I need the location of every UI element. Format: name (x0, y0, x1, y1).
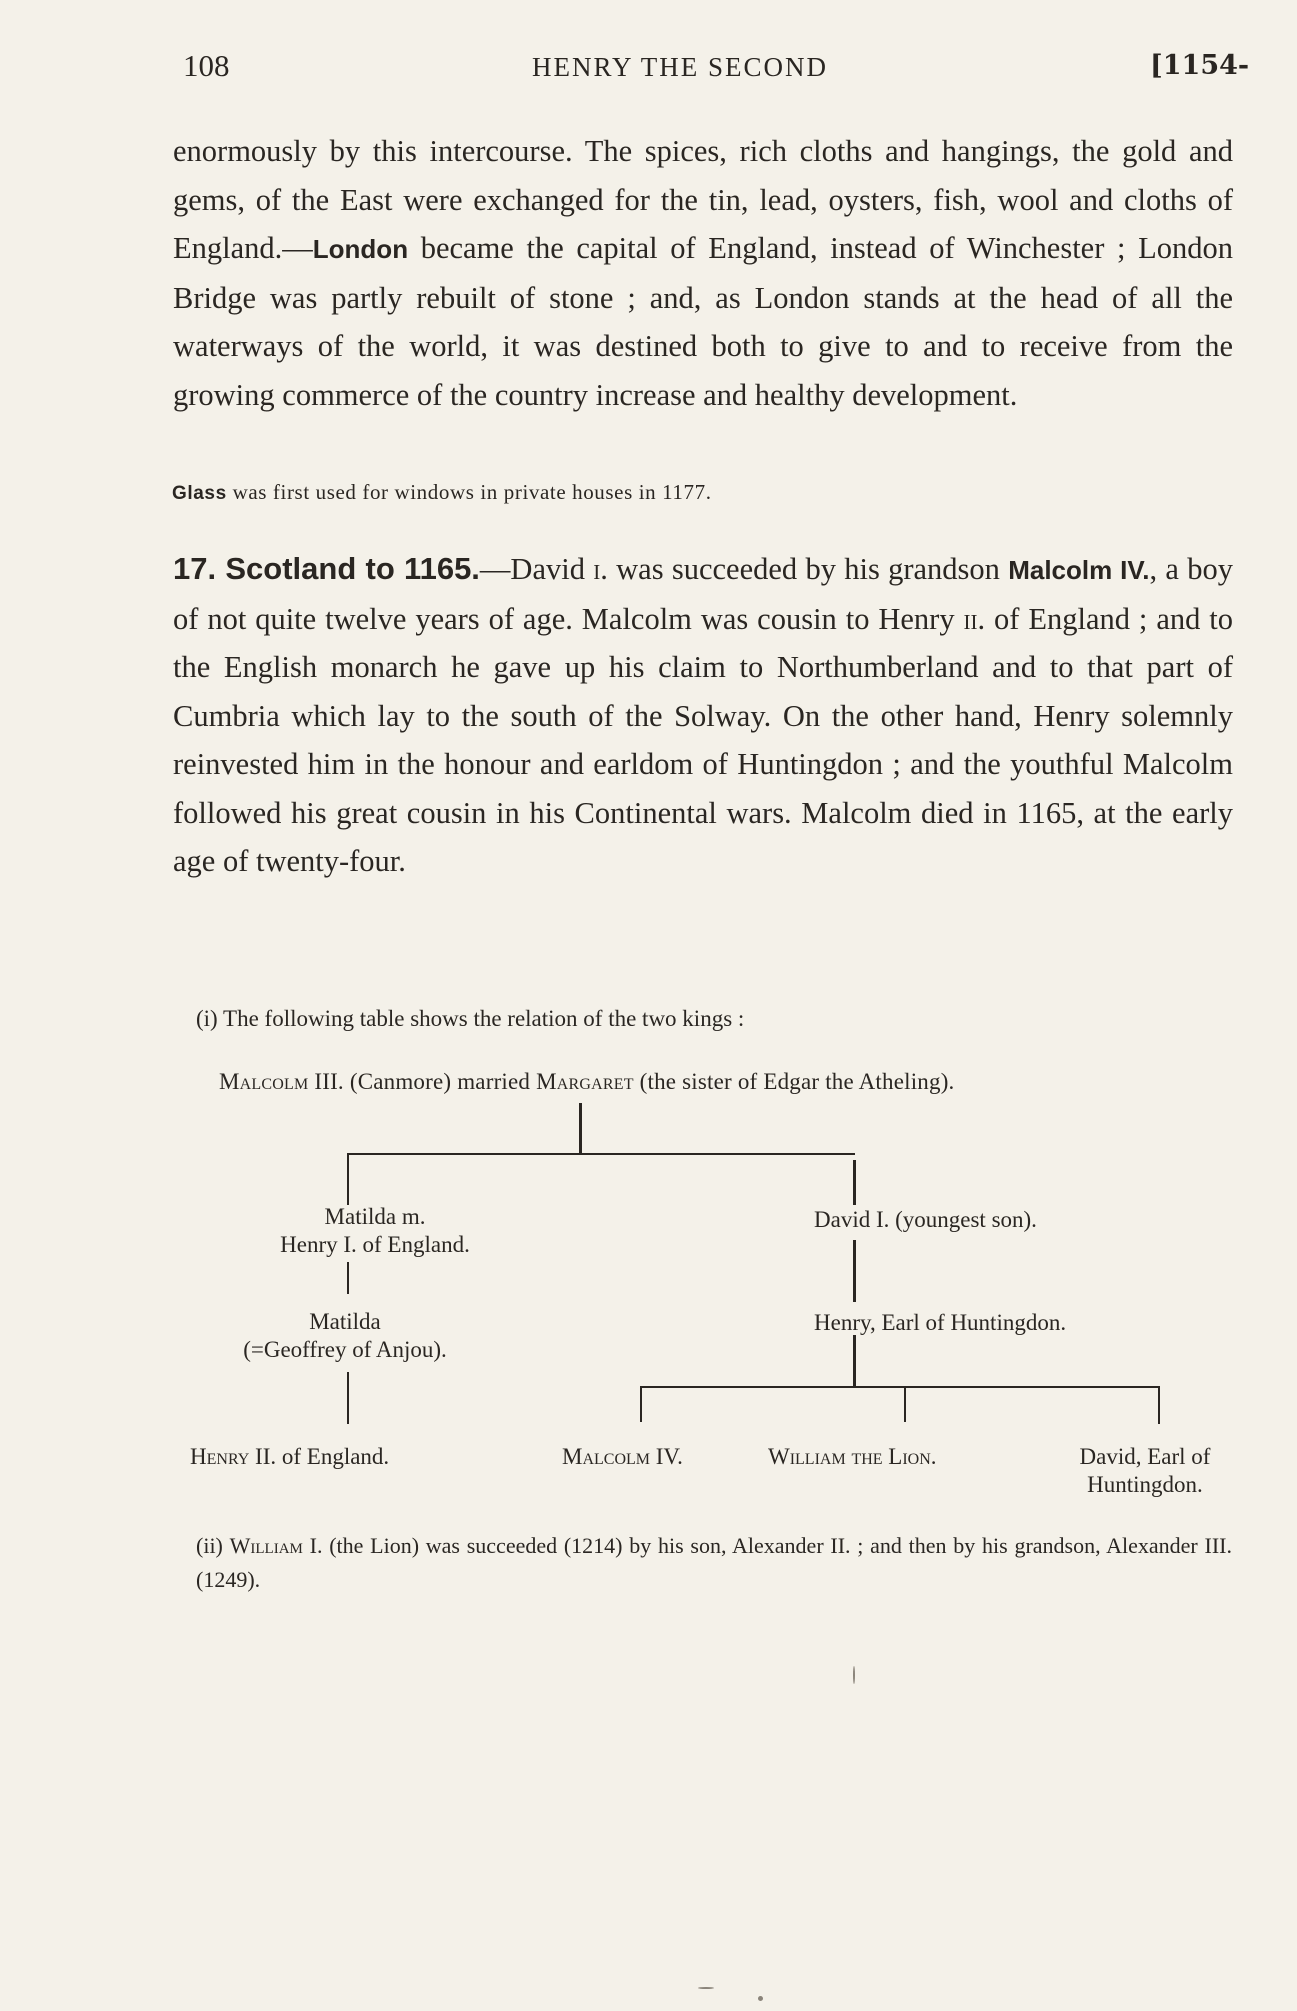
tree-line-top-bar (347, 1153, 855, 1155)
matilda-geoffrey-node (198, 1308, 492, 1364)
malcolm-bold-term: Malcolm IV. (1008, 555, 1150, 585)
tree-line-william-drop (904, 1388, 906, 1422)
glass-note (172, 480, 712, 505)
tree-line-david-earl-drop (1158, 1388, 1160, 1424)
london-bold-term: London (312, 234, 409, 264)
year-range: [1154- (1150, 50, 1250, 81)
succession-note-text: I. (the Lion) was succeeded (1214) by his son, Alexander II. ; and then by his grandson, Alexander III. (1249). (196, 1533, 1232, 1592)
tree-line-david-drop (853, 1240, 856, 1302)
david-ordinal: i. (593, 552, 608, 586)
margaret-name: Margaret (536, 1069, 634, 1094)
malcolm-iv-name: Malcolm (562, 1444, 651, 1469)
matilda-geoffrey-line2: (=Geoffrey of Anjou). (243, 1337, 447, 1362)
tree-line-matilda2-drop (347, 1372, 349, 1424)
page-speck (853, 1666, 855, 1684)
running-title: HENRY THE SECOND (532, 52, 829, 82)
section-text-d: of England ; and to the English monarch he gave up his claim to Northumberland and to that part of Cumbria which lay to the south of the Solway. On the other hand, Henry solemnly reinvested him in the honour and earldom of Huntingdon ; and the youthful Malcolm followed his great cousin in his Continental wars. Malcolm died in 1165, at the early age of twenty-four. (173, 601, 1233, 878)
malcolm-iv-rest: IV. (650, 1444, 683, 1469)
henry-ordinal: ii. (963, 601, 986, 636)
david-earl-line1: David, Earl of (1079, 1444, 1211, 1469)
matilda-geoffrey-line1: Matilda (309, 1309, 381, 1334)
page-speck (758, 1996, 763, 2001)
malcolm-iii-name: Malcolm (219, 1069, 309, 1094)
henry-ii-node (190, 1443, 389, 1471)
tree-line-children-bar (640, 1386, 1160, 1388)
glass-note-lead: Glass (172, 483, 227, 504)
tree-line-top-stem (579, 1103, 582, 1155)
section-text-a: —David (479, 552, 594, 586)
succession-note (196, 1529, 1232, 1597)
matilda-henry-i-line2: Henry I. of England. (280, 1232, 470, 1257)
david-earl-node (1048, 1443, 1242, 1499)
henry-earl-node: Henry, Earl of Huntingdon. (814, 1310, 1067, 1335)
tree-line-henry-earl-drop (853, 1335, 856, 1387)
henry-ii-name: Henry (190, 1444, 250, 1469)
page-speck (698, 1987, 714, 1989)
tree-line-matilda-drop (347, 1262, 349, 1294)
william-lion-node: William the Lion. (768, 1444, 937, 1469)
paragraph-commerce-text-a: enormously by this intercourse. The spices, rich cloths and hangings, the gold and gems, of the East were exchanged for the tin, lead, oysters, fish, wool and cloths of England.— (173, 134, 1233, 265)
david-i-node: David I. (youngest son). (814, 1207, 1037, 1232)
malcolm-iii-rest: III. (Canmore) married (308, 1069, 537, 1094)
section-text-c: , a boy of not quite twelve years of age. Malcolm was cousin to Henry (173, 552, 1233, 636)
henry-ii-rest: II. of England. (249, 1444, 390, 1469)
margaret-rest: (the sister of Edgar the Atheling). (633, 1069, 955, 1094)
matilda-henry-i-line1: Matilda m. (324, 1204, 426, 1229)
page-number: 108 (183, 48, 230, 83)
tree-line-right-drop (853, 1160, 856, 1205)
section-text-b: was succeeded by his grandson (607, 552, 1009, 586)
glass-note-text: was first used for windows in private houses in 1177. (226, 480, 712, 504)
matilda-henry-i-node (245, 1203, 505, 1259)
tree-line-malcolm4-drop (640, 1388, 642, 1422)
genealogy-top-couple (219, 1069, 955, 1095)
david-earl-line2: Huntingdon. (1087, 1472, 1203, 1497)
succession-note-william: William (229, 1533, 303, 1558)
section-heading: 17. Scotland to 1165. (173, 551, 480, 586)
tree-line-left-drop (347, 1155, 349, 1205)
succession-note-prefix: (ii) (196, 1533, 230, 1558)
malcolm-iv-node (562, 1443, 683, 1471)
section-scotland (173, 545, 1233, 886)
paragraph-commerce (173, 127, 1233, 419)
paragraph-commerce-text-b: became the capital of England, instead of Winchester ; London Bridge was partly rebuilt of stone ; and, as London stands at the head of all the waterways of the world, it was destined both to give to and to receive from the growing commerce of the country increase and healthy development. (173, 231, 1233, 412)
genealogy-intro: (i) The following table shows the relation of the two kings : (196, 1006, 745, 1031)
